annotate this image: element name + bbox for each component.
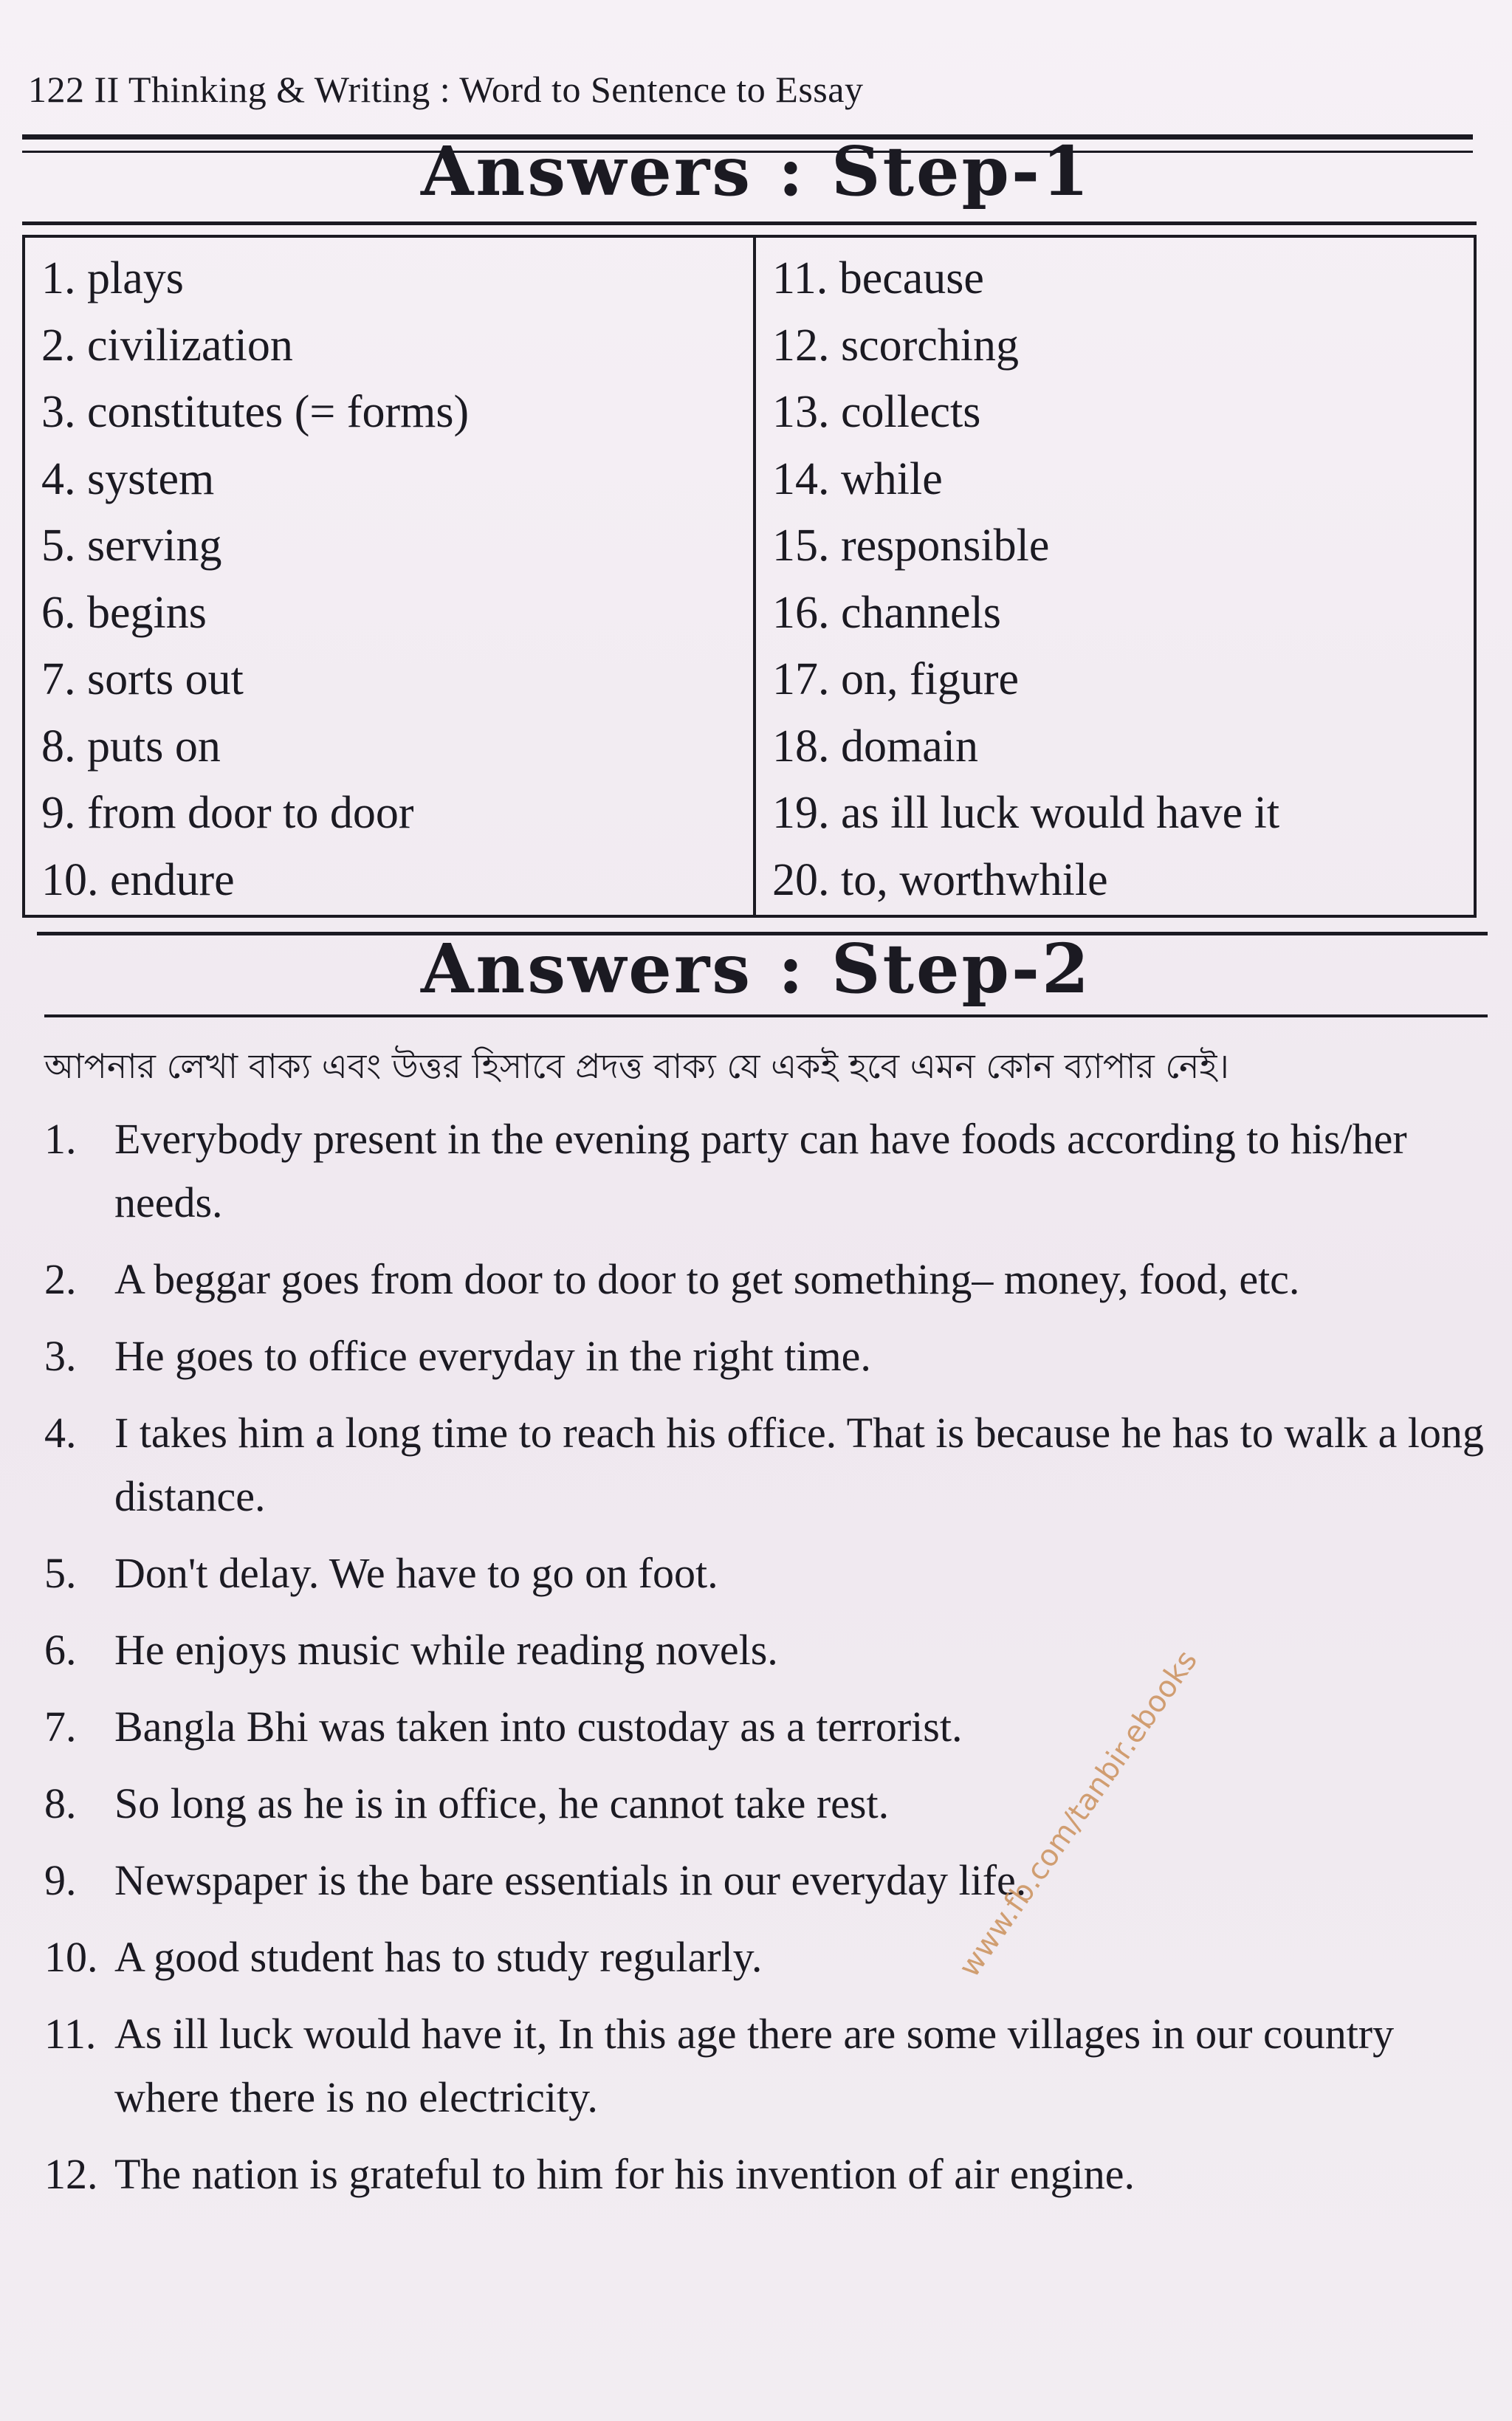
list-item-text: As ill luck would have it, In this age there are some villages in our country where there is no electricity. bbox=[114, 2010, 1395, 2121]
answer-item: 15. responsible bbox=[772, 521, 1050, 571]
list-item-number: 1. bbox=[44, 1115, 77, 1163]
list-item-number: 8. bbox=[44, 1779, 77, 1827]
list-item bbox=[44, 1325, 1491, 1388]
list-item-number: 2. bbox=[44, 1255, 77, 1303]
list-item-number: 4. bbox=[44, 1409, 77, 1457]
list-item-text: He enjoys music while reading novels. bbox=[114, 1626, 778, 1674]
answers-right-column bbox=[756, 238, 1474, 915]
answer-item: 6. begins bbox=[41, 587, 207, 638]
answer-item: 13. collects bbox=[772, 387, 981, 437]
list-item bbox=[44, 1849, 1491, 1912]
step2-sentence-list bbox=[44, 1108, 1491, 2219]
list-item-number: 6. bbox=[44, 1626, 77, 1674]
list-item-text: Bangla Bhi was taken into custoday as a terrorist. bbox=[114, 1703, 963, 1751]
answer-item: 3. constitutes (= forms) bbox=[41, 387, 470, 437]
answer-item: 8. puts on bbox=[41, 721, 221, 772]
answer-item: 1. plays bbox=[41, 253, 184, 303]
list-item-number: 11. bbox=[44, 2010, 97, 2058]
list-item-text: He goes to office everyday in the right time. bbox=[114, 1332, 871, 1380]
list-item bbox=[44, 1772, 1491, 1836]
list-item-text: Everybody present in the evening party can have foods according to his/her needs. bbox=[114, 1115, 1407, 1226]
list-item-number: 3. bbox=[44, 1332, 77, 1380]
answer-item: 18. domain bbox=[772, 721, 978, 772]
answer-item: 14. while bbox=[772, 453, 943, 504]
answer-item: 4. system bbox=[41, 453, 215, 504]
list-item bbox=[44, 1695, 1491, 1759]
list-item-number: 10. bbox=[44, 1933, 98, 1981]
list-item-number: 9. bbox=[44, 1856, 77, 1904]
list-item bbox=[44, 1926, 1491, 1989]
list-item-text: The nation is grateful to him for his invention of air engine. bbox=[114, 2150, 1135, 2198]
answer-item: 9. from door to door bbox=[41, 788, 414, 838]
watermark-url: www.fb.com/tanbir.ebooks bbox=[952, 1644, 1204, 1984]
list-item-number: 12. bbox=[44, 2150, 98, 2198]
list-item bbox=[44, 2143, 1491, 2206]
list-item bbox=[44, 1542, 1491, 1605]
list-item bbox=[44, 1401, 1491, 1528]
answers-left-column bbox=[25, 238, 756, 915]
step1-answer-table bbox=[22, 235, 1477, 918]
answer-item: 7. sorts out bbox=[41, 654, 244, 704]
list-item bbox=[44, 2002, 1491, 2129]
answer-item: 20. to, worthwhile bbox=[772, 854, 1108, 905]
step2-title: Answers : Step-2 bbox=[420, 929, 1092, 1009]
running-head: 122 II Thinking & Writing : Word to Sentence to Essay bbox=[28, 69, 864, 110]
list-item-text: I takes him a long time to reach his office. That is because he has to walk a long distance. bbox=[114, 1409, 1484, 1520]
list-item-text: A beggar goes from door to door to get something– money, food, etc. bbox=[114, 1255, 1300, 1303]
answer-item: 17. on, figure bbox=[772, 654, 1020, 704]
answer-item: 12. scorching bbox=[772, 320, 1020, 371]
answer-item: 5. serving bbox=[41, 521, 222, 571]
step2-title-underline bbox=[44, 1014, 1488, 1017]
answer-item: 16. channels bbox=[772, 587, 1001, 638]
list-item-text: Newspaper is the bare essentials in our everyday life. bbox=[114, 1856, 1027, 1904]
list-item bbox=[44, 1108, 1491, 1234]
answer-item: 2. civilization bbox=[41, 320, 293, 371]
answer-item: 10. endure bbox=[41, 854, 235, 905]
step1-title: Answers : Step-1 bbox=[420, 131, 1092, 211]
bangla-instruction-note: আপনার লেখা বাক্য এবং উত্তর হিসাবে প্রদত্ত বাক্য যে একই হবে এমন কোন ব্যাপার নেই। bbox=[44, 1046, 1229, 1086]
list-item-text: A good student has to study regularly. bbox=[114, 1933, 763, 1981]
list-item bbox=[44, 1248, 1491, 1311]
list-item-number: 7. bbox=[44, 1703, 77, 1751]
list-item bbox=[44, 1618, 1491, 1682]
list-item-text: Don't delay. We have to go on foot. bbox=[114, 1549, 718, 1597]
list-item-number: 5. bbox=[44, 1549, 77, 1597]
answer-item: 11. because bbox=[772, 253, 984, 303]
answer-item: 19. as ill luck would have it bbox=[772, 788, 1280, 838]
step1-title-underline bbox=[22, 222, 1477, 225]
list-item-text: So long as he is in office, he cannot take rest. bbox=[114, 1779, 890, 1827]
